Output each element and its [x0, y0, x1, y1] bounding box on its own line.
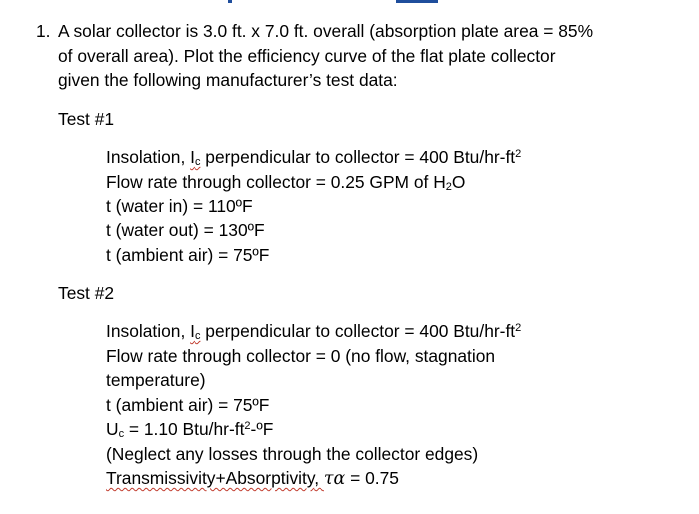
test1-heading: Test #1: [58, 109, 115, 129]
insolation-symbol: $I_c$: [190, 321, 201, 342]
test2-heading: Test #2: [58, 283, 115, 303]
top-cut-mark-right: [396, 0, 438, 3]
test2-uc: $U_c = 1.10$ Btu/$hr-ft^2-ºF$: [106, 419, 274, 440]
test2-flow-rate-line-1: Flow rate through collector = 0 (no flow, stagnation: [106, 346, 496, 366]
transmissivity-label: Transmissivity+Absorptivity: [106, 468, 315, 488]
intro-line-2: of overall area). Plot the efficiency curve of the flat plate collector: [58, 46, 556, 66]
insolation-symbol: $I_c$: [190, 147, 201, 168]
test1-water-in: t (water in) = 110ºF: [106, 196, 253, 216]
top-cut-mark-left: [228, 0, 232, 3]
test2-ambient: t (ambient air) = 75ºF: [106, 395, 270, 415]
test2-flow-rate-line-2: temperature): [106, 370, 206, 390]
test1-insolation: Insolation, $I_c$ perpendicular to collector = 400 Btu/$hr-ft^2$: [106, 147, 522, 168]
test1-ambient: t (ambient air) = 75ºF: [106, 245, 270, 265]
intro-line-3: given the following manufacturer’s test data:: [58, 70, 398, 90]
test1-water-out: t (water out) = 130ºF: [106, 220, 265, 240]
test2-insolation: Insolation, $I_c$ perpendicular to collector = 400 Btu/$hr-ft^2$: [106, 321, 522, 342]
test1-flow-rate: Flow rate through collector = 0.25 GPM of $H_2O$: [106, 172, 466, 193]
intro-line-1: A solar collector is 3.0 ft. x 7.0 ft. overall (absorption plate area = 85%: [58, 21, 594, 41]
test2-neglect-note: (Neglect any losses through the collector edges): [106, 444, 479, 464]
problem-number: 1.: [36, 21, 51, 41]
test2-transmissivity: Transmissivity+Absorptivity, τα = 0.75: [106, 468, 399, 489]
tau-alpha-symbol: τα: [323, 469, 346, 489]
